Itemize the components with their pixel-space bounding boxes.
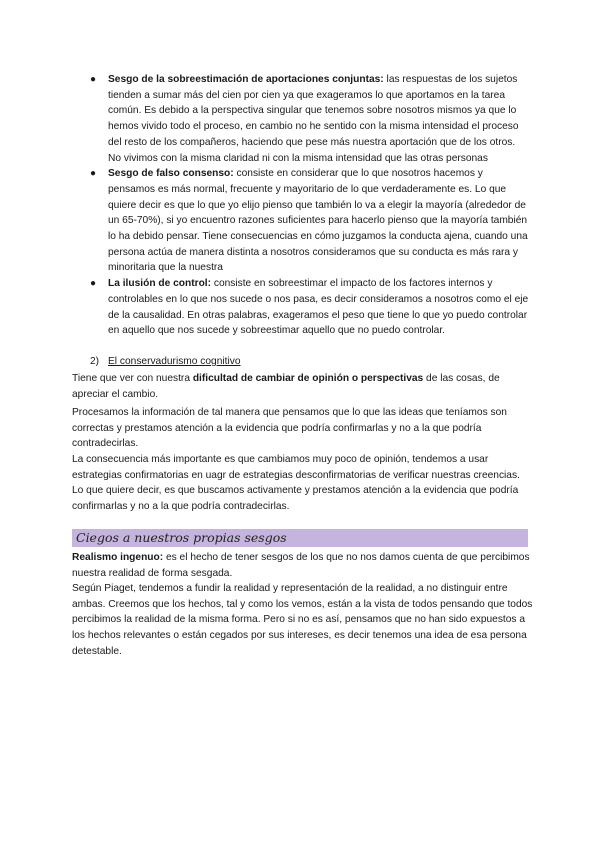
paragraph-text: de las cosas, de apreciar el cambio. <box>72 373 500 400</box>
bullet-text: consiste en considerar que lo que nosotros hacemos y pensamos es más normal, frecuente y mayoritario de lo que verdaderamente es. Lo que quiere decir es que lo que yo elijo pienso que también lo va a elegir la mayoría (alrededor de un 65-70%), si yo encuentro razones suficientes para hacerlo pienso que la mayoría también lo ha debido pensar. Tiene consecuencias en cómo juzgamos la conducta ajena, cuando una persona actúa de manera distinta a nosotros consideramos que su conducta es más rara y minoritaria que la nuestra <box>108 168 528 274</box>
paragraph <box>72 371 534 402</box>
paragraph: Procesamos la información de tal manera que pensamos que lo que las ideas que teníamos son correctas y prestamos atención a la evidencia que podría confirmarlas y no a la que podría contradecirlas. <box>72 407 507 450</box>
list-item <box>90 166 530 276</box>
paragraph-text: Tiene que ver con nuestra <box>72 373 193 384</box>
paragraph: La consecuencia más importante es que cambiamos muy poco de opinión, tendemos a usar estrategias confirmatorias en uagr de estrategias desconfirmatorias de verificar nuestras creencias. Lo que quiere decir, es que buscamos activamente y prestamos atención a la evidencia que podría confirmarlas y no a la que podría contradecirlas. <box>72 454 520 513</box>
bullet-term: Sesgo de falso consenso: <box>108 168 234 180</box>
paragraph <box>72 550 534 581</box>
paragraph-text: es el hecho de tener sesgos de los que no nos damos cuenta de que percibimos nuestra realidad de forma sesgada. <box>72 552 530 579</box>
paragraph: Según Piaget, tendemos a fundir la realidad y representación de la realidad, a no distinguir entre ambas. Creemos que los hechos, tal y como los vemos, están a la vista de todos pensando que todos percibimos la realidad de la misma forma. Pero si no es así, pensamos que no han sido expuestos a los hechos relevantes o están cegados por sus intereses, es decir tenemos una idea de esa persona detestable. <box>72 583 533 657</box>
section-number: 2) <box>90 356 100 367</box>
bullet-icon: ● <box>90 278 97 290</box>
bullet-term: La ilusión de control: <box>108 278 212 290</box>
bullet-text: las respuestas de los sujetos tienden a sumar más del cien por cien ya que exageramos lo que aportamos en la tarea común. Es debido a la perspectiva singular que tenemos sobre nosotros mismos ya que lo hemos vivido todo el proceso, en cambio no he sentido con la misma intensidad el proceso del resto de los compañeros, haciendo que pese más nuestra aportación que de los otros. <box>108 74 519 148</box>
section-title: El conservadurismo cognitivo <box>108 356 241 367</box>
bullet-icon: ● <box>90 168 97 180</box>
heading-text: Ciegos a nuestros propias sesgos <box>76 530 287 545</box>
bullet-extra-text: No vivimos con la misma claridad ni con la misma intensidad que las otras personas <box>108 152 488 164</box>
bullet-term: Sesgo de la sobreestimación de aportaciones conjuntas: <box>108 74 384 85</box>
list-item <box>90 72 530 166</box>
paragraph-bold-text: dificultad de cambiar de opinión o perspectivas <box>192 373 424 384</box>
bias-list <box>90 72 530 339</box>
paragraph-bold-text: Realismo ingenuo: <box>72 552 164 563</box>
highlighted-heading <box>72 529 528 547</box>
section-heading-numbered <box>90 354 241 370</box>
bullet-icon: ● <box>90 74 97 85</box>
bullet-text: consiste en sobreestimar el impacto de los factores internos y controlables en lo que nos sucede o nos pasa, es decir consideramos a nosotros como el eje de la causalidad. En otras palabras, exageramos el peso que tiene lo que yo puedo controlar en aquello que nos sucede y sobreestimar aquello que no puedo controlar. <box>108 278 529 337</box>
list-item <box>90 276 530 339</box>
